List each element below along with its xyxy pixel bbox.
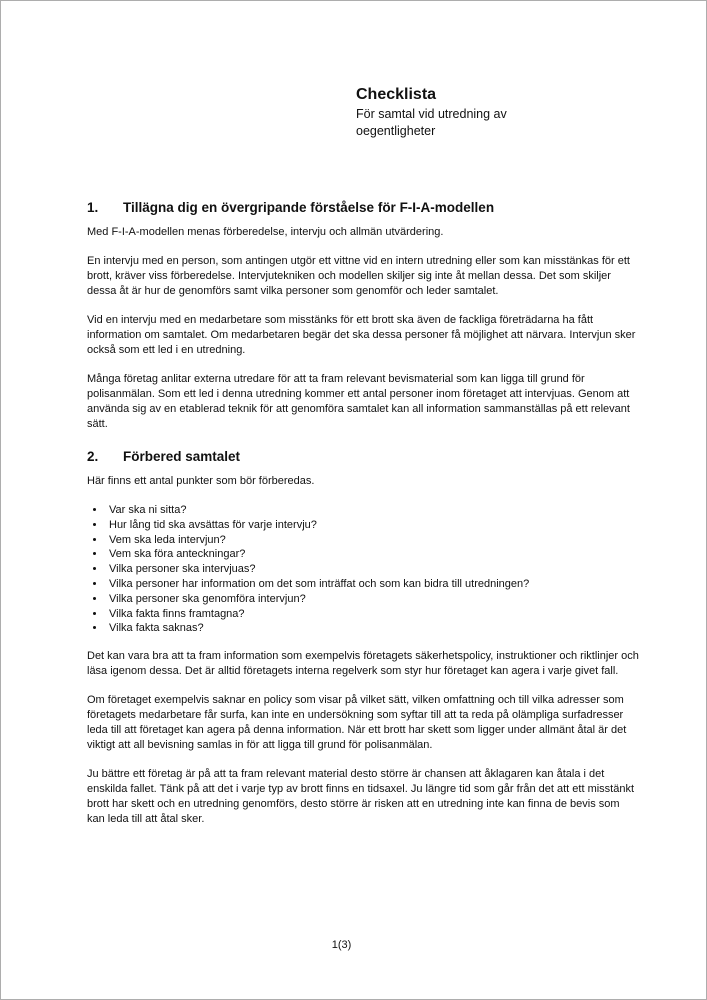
checklist-item: • Var ska ni sitta? — [106, 503, 639, 518]
section-1-title: Tillägna dig en övergripande förståelse för F-I-A-modellen — [123, 200, 495, 215]
paragraph: Om företaget exempelvis saknar en policy som visar på vilket sätt, vilken omfattning och till vilka adresser som företagets medarbetare får surfa, kan inte en undersökning som syftar till att ta reda på olämpliga surfadresser leda till att företaget kan agera på denna information. När ett brott har skett som ligger under allmänt åtal är det viktigt att all bevisning samlas in för att ligga till grund för polisanmälan. — [87, 694, 627, 752]
section-1-number: 1. — [87, 200, 99, 215]
checklist-item: • Vem ska föra anteckningar? — [106, 547, 639, 562]
section-2-title: Förbered samtalet — [123, 449, 241, 464]
section-2-heading — [87, 448, 639, 465]
checklist-item: • Vilka fakta saknas? — [106, 621, 639, 636]
doc-subtitle-line-2: oegentligheter — [356, 123, 436, 138]
section-2-number: 2. — [87, 449, 99, 464]
paragraph: En intervju med en person, som antingen utgör ett vittne vid en intern utredning eller som kan misstänkas för ett brott, kräver viss förberedelse. Intervjutekniken och modellen skiljer sig inte åt mellan dessa. Det som skiljer dessa åt är hur de genomförs samt vilka personer som genomför och leder samtalet. — [87, 255, 630, 297]
checklist-item: • Vilka personer ska intervjuas? — [106, 562, 639, 577]
document-body — [87, 199, 639, 841]
paragraph: Många företag anlitar externa utredare för att ta fram relevant bevismaterial som kan ligga till grund för polisanmälan. Som ett led i denna utredning kommer ett antal personer inom företaget att intervjuas. Genom att använda sig av en etablerad teknik för att genomföra samtalet kan all information sammanställas på ett relevant sätt. — [87, 373, 630, 430]
checklist-item: • Vem ska leda intervjun? — [106, 533, 639, 548]
checklist-item: • Hur lång tid ska avsättas för varje intervju? — [106, 518, 639, 533]
title-block — [356, 85, 616, 139]
section-fia-model — [87, 199, 639, 432]
doc-title: Checklista — [356, 86, 437, 103]
doc-subtitle-line-1: För samtal vid utredning av — [356, 107, 507, 121]
paragraph: Ju bättre ett företag är på att ta fram relevant material desto större är chansen att åklagaren kan åtala i det enskilda fallet. Tänk på att det i varje typ av brott finns en tidsaxel. Ju längre tid som går från det att ett misstänkt brott har skett och en utredning genomförs, desto större är risken att en utredning inte kan finna de bevis som kan leda till att åtal sker. — [87, 768, 635, 826]
checklist-item: • Vilka personer ska genomföra intervjun? — [106, 592, 639, 607]
checklist-item: • Vilka personer har information om det som inträffat och som kan bidra till utredningen? — [106, 577, 639, 592]
checklist-item: • Vilka fakta finns framtagna? — [106, 607, 639, 622]
paragraph: Det kan vara bra att ta fram information som exempelvis företagets säkerhetspolicy, instruktioner och riktlinjer och läsa igenom dessa. Det är alltid företagets interna regelverk som styr hur företaget kan agera i varje givet fall. — [87, 650, 639, 678]
section-2-intro: Här finns ett antal punkter som bör förberedas. — [87, 475, 315, 487]
preparation-checklist — [87, 503, 639, 636]
section-prepare-conversation — [87, 448, 639, 827]
paragraph: Vid en intervju med en medarbetare som misstänks för ett brott ska även de fackliga företrädarna ha fått information om samtalet. Om medarbetaren begär det ska dessa personer få möjlighet att närvara. Intervjun sker också som ett led i en utredning. — [87, 314, 636, 356]
section-1-heading — [87, 199, 639, 216]
paragraph: Med F-I-A-modellen menas förberedelse, intervju och allmän utvärdering. — [87, 226, 444, 238]
page-number: 1(3) — [331, 939, 352, 951]
